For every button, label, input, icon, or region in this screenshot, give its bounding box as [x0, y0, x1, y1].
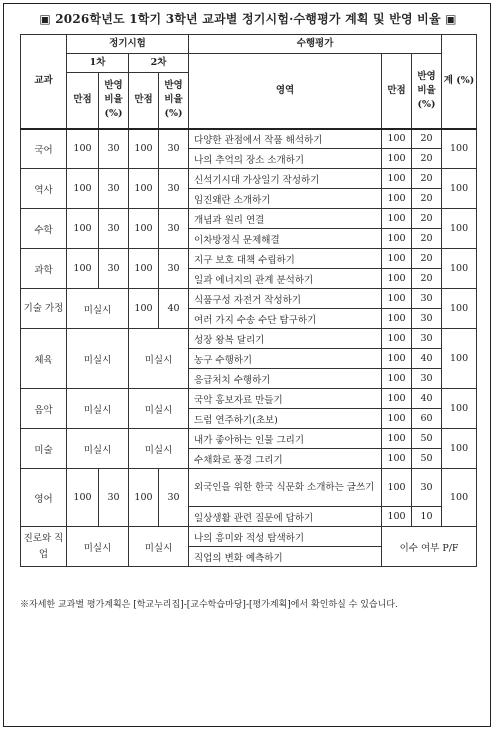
performance-full: 100 — [382, 149, 412, 169]
exam2-full: 100 — [129, 249, 159, 289]
exam2-full: 100 — [129, 169, 159, 209]
subject-name: 역사 — [21, 169, 67, 209]
exam1-full: 100 — [67, 469, 99, 527]
pass-fail-note: 이수 여부 P/F — [382, 527, 477, 567]
performance-full: 100 — [382, 389, 412, 409]
performance-full: 100 — [382, 507, 412, 527]
performance-ratio: 30 — [412, 329, 442, 349]
table-row — [21, 527, 477, 547]
subject-total: 100 — [442, 169, 477, 209]
performance-ratio: 20 — [412, 149, 442, 169]
exam1-status: 미실시 — [67, 289, 129, 329]
performance-area: 일상생활 관련 질문에 답하기 — [189, 507, 382, 527]
exam2-status: 미실시 — [129, 389, 189, 429]
performance-ratio: 20 — [412, 209, 442, 229]
performance-ratio: 30 — [412, 369, 442, 389]
performance-area: 응급처치 수행하기 — [189, 369, 382, 389]
table-row — [21, 209, 477, 229]
performance-ratio: 30 — [412, 469, 442, 507]
performance-ratio: 20 — [412, 269, 442, 289]
exam1-status: 미실시 — [67, 429, 129, 469]
table-row — [21, 429, 477, 449]
performance-ratio: 20 — [412, 169, 442, 189]
performance-area: 외국인을 위한 한국 식문화 소개하는 글쓰기 — [189, 469, 382, 507]
header-second-exam: 2차 — [129, 54, 189, 73]
performance-full: 100 — [382, 289, 412, 309]
exam1-full: 100 — [67, 169, 99, 209]
performance-full: 100 — [382, 189, 412, 209]
table-row — [21, 389, 477, 409]
exam1-ratio: 30 — [99, 169, 129, 209]
exam2-ratio: 30 — [159, 129, 189, 169]
header-regular-exam: 정기시험 — [67, 35, 189, 54]
exam2-full: 100 — [129, 289, 159, 329]
performance-area: 여러 가지 수송 수단 탐구하기 — [189, 309, 382, 329]
header-exam2-ratio: 반영 비율 (%) — [159, 73, 189, 129]
performance-ratio: 60 — [412, 409, 442, 429]
performance-ratio: 20 — [412, 229, 442, 249]
performance-full: 100 — [382, 449, 412, 469]
exam1-full: 100 — [67, 129, 99, 169]
performance-area: 성장 왕복 달리기 — [189, 329, 382, 349]
subject-total: 100 — [442, 289, 477, 329]
table-row — [21, 169, 477, 189]
exam2-ratio: 30 — [159, 169, 189, 209]
performance-full: 100 — [382, 349, 412, 369]
performance-ratio: 50 — [412, 449, 442, 469]
exam2-ratio: 30 — [159, 469, 189, 527]
performance-full: 100 — [382, 169, 412, 189]
performance-ratio: 30 — [412, 309, 442, 329]
performance-full: 100 — [382, 329, 412, 349]
subject-name: 미술 — [21, 429, 67, 469]
header-perf-ratio: 반영 비율 (%) — [412, 54, 442, 129]
performance-area: 다양한 관점에서 작품 해석하기 — [189, 129, 382, 149]
table-row — [21, 329, 477, 349]
header-perf-full: 만점 — [382, 54, 412, 129]
subject-name: 영어 — [21, 469, 67, 527]
subject-name: 기술 가정 — [21, 289, 67, 329]
evaluation-table — [20, 34, 477, 567]
subject-total: 100 — [442, 329, 477, 389]
performance-ratio: 30 — [412, 289, 442, 309]
subject-name: 수학 — [21, 209, 67, 249]
performance-area: 나의 추억의 장소 소개하기 — [189, 149, 382, 169]
performance-area: 식품구성 자전거 작성하기 — [189, 289, 382, 309]
performance-full: 100 — [382, 229, 412, 249]
exam2-status: 미실시 — [129, 527, 189, 567]
subject-name: 진로와 직업 — [21, 527, 67, 567]
header-performance: 수행평가 — [189, 35, 442, 54]
performance-full: 100 — [382, 309, 412, 329]
performance-area: 신석기시대 가상일기 작성하기 — [189, 169, 382, 189]
performance-area: 일과 에너지의 관계 분석하기 — [189, 269, 382, 289]
header-exam1-ratio: 반영 비율 (%) — [99, 73, 129, 129]
subject-name: 과학 — [21, 249, 67, 289]
performance-ratio: 10 — [412, 507, 442, 527]
exam2-status: 미실시 — [129, 329, 189, 389]
exam1-status: 미실시 — [67, 389, 129, 429]
performance-full: 100 — [382, 409, 412, 429]
performance-ratio: 40 — [412, 389, 442, 409]
performance-area: 개념과 원리 연결 — [189, 209, 382, 229]
header-exam1-full: 만점 — [67, 73, 99, 129]
subject-total: 100 — [442, 249, 477, 289]
footnote: ※자세한 교과별 평가계획은 [학교누리집]-[교수학습마당]-[평가계획]에서 확인하실 수 있습니다. — [20, 600, 398, 610]
subject-total: 100 — [442, 129, 477, 169]
subject-name: 음악 — [21, 389, 67, 429]
performance-full: 100 — [382, 269, 412, 289]
performance-full: 100 — [382, 429, 412, 449]
performance-area: 내가 좋아하는 인물 그리기 — [189, 429, 382, 449]
performance-area: 직업의 변화 예측하기 — [189, 547, 382, 567]
header-first-exam: 1차 — [67, 54, 129, 73]
table-row — [21, 249, 477, 269]
subject-name: 국어 — [21, 129, 67, 169]
subject-total: 100 — [442, 389, 477, 429]
performance-ratio: 20 — [412, 129, 442, 149]
exam1-ratio: 30 — [99, 129, 129, 169]
performance-area: 지구 보호 대책 수립하기 — [189, 249, 382, 269]
performance-area: 이차방정식 문제해결 — [189, 229, 382, 249]
subject-total: 100 — [442, 429, 477, 469]
header-exam2-full: 만점 — [129, 73, 159, 129]
exam2-status: 미실시 — [129, 429, 189, 469]
performance-full: 100 — [382, 129, 412, 149]
exam1-full: 100 — [67, 249, 99, 289]
performance-area: 나의 흥미와 적성 탐색하기 — [189, 527, 382, 547]
exam2-ratio: 30 — [159, 209, 189, 249]
exam1-ratio: 30 — [99, 209, 129, 249]
performance-full: 100 — [382, 209, 412, 229]
performance-area: 드럼 연주하기(초보) — [189, 409, 382, 429]
performance-full: 100 — [382, 249, 412, 269]
exam2-full: 100 — [129, 209, 159, 249]
exam2-full: 100 — [129, 129, 159, 169]
exam2-ratio: 30 — [159, 249, 189, 289]
table-row — [21, 129, 477, 149]
exam2-ratio: 40 — [159, 289, 189, 329]
performance-full: 100 — [382, 469, 412, 507]
performance-ratio: 40 — [412, 349, 442, 369]
performance-ratio: 20 — [412, 189, 442, 209]
exam1-full: 100 — [67, 209, 99, 249]
header-total: 계 (%) — [442, 35, 477, 129]
performance-area: 수채화로 풍경 그리기 — [189, 449, 382, 469]
performance-full: 100 — [382, 369, 412, 389]
performance-area: 국악 홍보자료 만들기 — [189, 389, 382, 409]
subject-name: 체육 — [21, 329, 67, 389]
table-row — [21, 469, 477, 507]
header-area: 영역 — [189, 54, 382, 129]
exam2-full: 100 — [129, 469, 159, 527]
header-subject: 교과 — [21, 35, 67, 129]
exam1-ratio: 30 — [99, 469, 129, 527]
subject-total: 100 — [442, 209, 477, 249]
performance-area: 임진왜란 소개하기 — [189, 189, 382, 209]
table-row — [21, 289, 477, 309]
exam1-status: 미실시 — [67, 527, 129, 567]
exam1-ratio: 30 — [99, 249, 129, 289]
performance-ratio: 20 — [412, 249, 442, 269]
performance-ratio: 50 — [412, 429, 442, 449]
exam1-status: 미실시 — [67, 329, 129, 389]
subject-total: 100 — [442, 469, 477, 527]
document-title: ▣ 2026학년도 1학기 3학년 교과별 정기시험·수행평가 계획 및 반영 비율 ▣ — [39, 12, 457, 26]
performance-area: 농구 수행하기 — [189, 349, 382, 369]
